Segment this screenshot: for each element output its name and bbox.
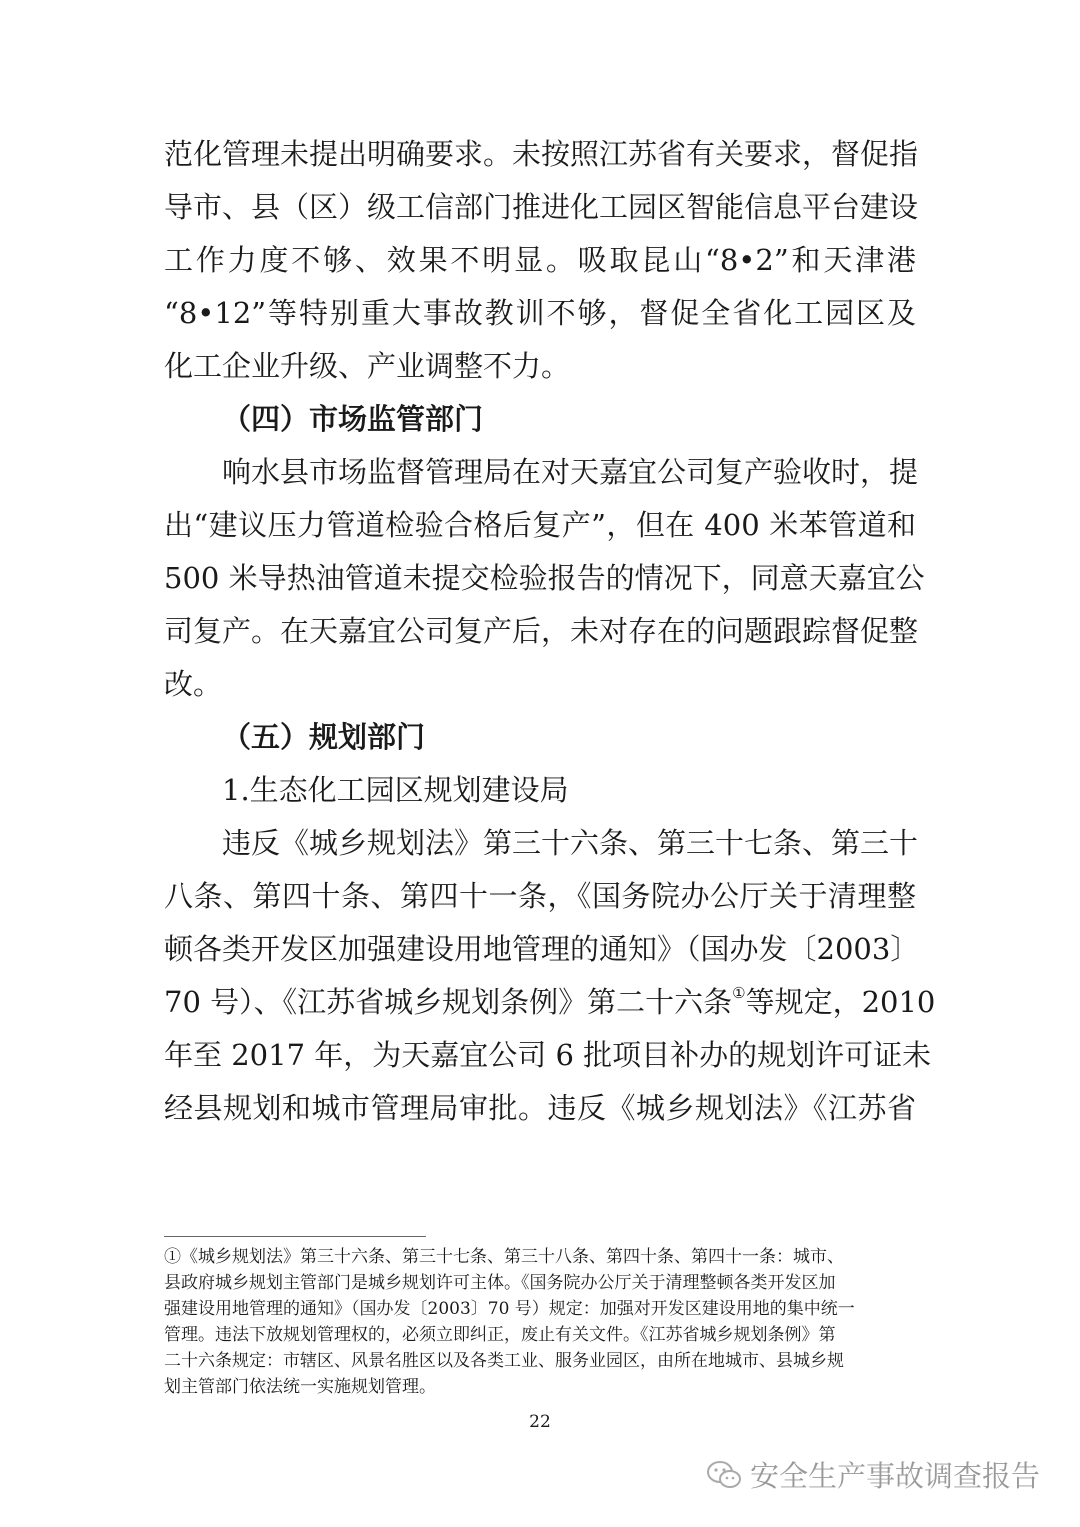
paragraph-line: 出“建议压力管道检验合格后复产”，但在 400 米苯管道和 — [164, 508, 916, 542]
section-heading-market-supervision: （四）市场监管部门 — [222, 402, 484, 436]
paragraph-line: 经县规划和城市管理局审批。违反《城乡规划法》《江苏省 — [164, 1091, 916, 1125]
watermark-text: 安全生产事故调查报告 — [749, 1459, 1040, 1493]
watermark — [706, 1454, 1040, 1495]
paragraph-line: “8•12”等特别重大事故教训不够，督促全省化工园区及 — [164, 296, 916, 330]
footnote-line: 县政府城乡规划主管部门是城乡规划许可主体。《国务院办公厅关于清理整顿各类开发区加 — [164, 1273, 836, 1293]
subsection-heading: 1.生态化工园区规划建设局 — [222, 773, 569, 807]
paragraph-line: 改。 — [164, 667, 223, 701]
paragraph-line: 响水县市场监督管理局在对天嘉宜公司复产验收时，提 — [222, 455, 919, 489]
footnote-divider — [164, 1236, 426, 1237]
paragraph-line: 年至 2017 年，为天嘉宜公司 6 批项目补办的规划许可证未 — [164, 1038, 932, 1072]
section-heading-planning: （五）规划部门 — [222, 720, 426, 754]
wechat-icon — [706, 1460, 742, 1490]
paragraph-line: 违反《城乡规划法》第三十六条、第三十七条、第三十 — [222, 826, 919, 860]
page-number: 22 — [529, 1412, 551, 1432]
footnote-line: 管理。违法下放规划管理权的，必须立即纠正，废止有关文件。《江苏省城乡规划条例》第 — [164, 1325, 836, 1345]
body-text — [164, 128, 936, 1135]
line-text: 等规定，2010 — [745, 985, 936, 1019]
footnote-line: ①《城乡规划法》第三十六条、第三十七条、第三十八条、第四十条、第四十一条：城市、 — [164, 1247, 844, 1267]
paragraph-line: 司复产。在天嘉宜公司复产后，未对存在的问题跟踪督促整 — [164, 614, 919, 648]
footnote-line: 划主管部门依法统一实施规划管理。 — [164, 1377, 436, 1397]
paragraph-line: 工作力度不够、效果不明显。吸取昆山“8•2”和天津港 — [164, 243, 916, 277]
footnote-reference: ① — [732, 984, 746, 1002]
paragraph-line: 500 米导热油管道未提交检验报告的情况下，同意天嘉宜公 — [164, 561, 925, 595]
paragraph-line: 八条、第四十条、第四十一条，《国务院办公厅关于清理整 — [164, 879, 916, 913]
line-text: 70 号）、《江苏省城乡规划条例》第二十六条 — [164, 985, 733, 1019]
paragraph-line — [164, 976, 936, 1029]
footnote — [164, 1244, 916, 1400]
paragraph-line: 导市、县（区）级工信部门推进化工园区智能信息平台建设 — [164, 190, 919, 224]
footnote-line: 二十六条规定：市辖区、风景名胜区以及各类工业、服务业园区，由所在地城市、县城乡规 — [164, 1351, 844, 1371]
paragraph-line: 化工企业升级、产业调整不力。 — [164, 349, 571, 383]
footnote-line: 强建设用地管理的通知》（国办发〔2003〕70 号）规定：加强对开发区建设用地的集中统一 — [164, 1299, 855, 1319]
paragraph-line: 范化管理未提出明确要求。未按照江苏省有关要求，督促指 — [164, 137, 919, 171]
paragraph-line: 顿各类开发区加强建设用地管理的通知》（国办发〔2003〕 — [164, 932, 920, 966]
